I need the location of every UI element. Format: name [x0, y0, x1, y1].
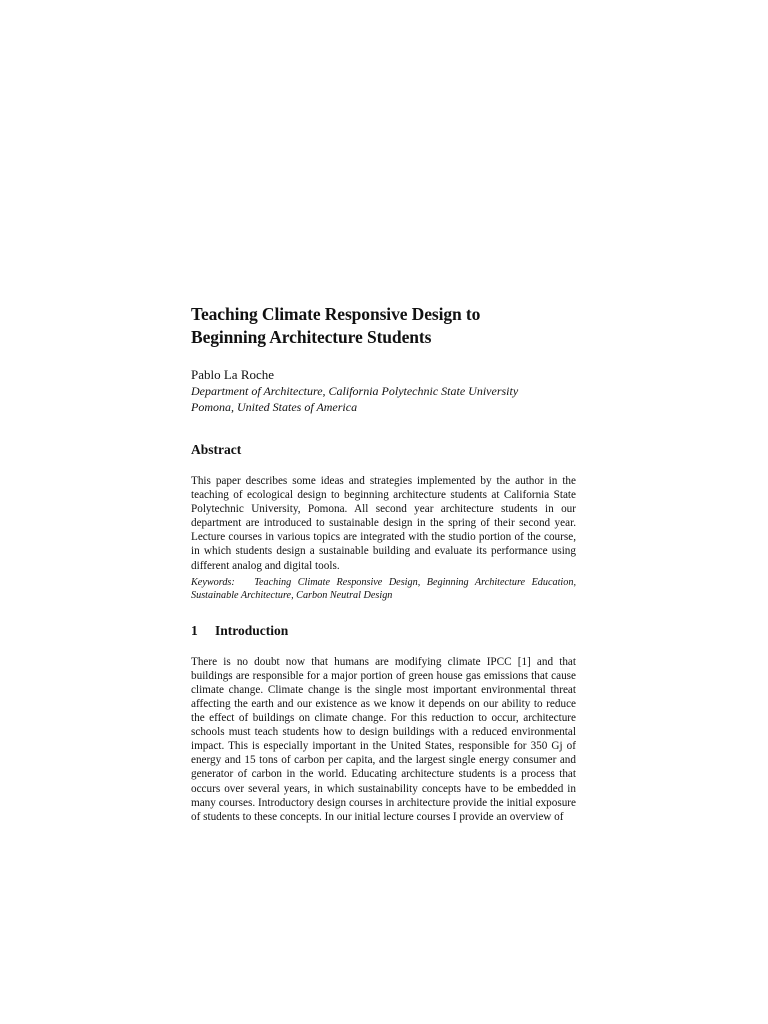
paper-title-line-2: Beginning Architecture Students: [191, 327, 432, 347]
affiliation-line-1: Department of Architecture, California Polytechnic State University: [191, 384, 519, 398]
introduction-text: There is no doubt now that humans are modifying climate IPCC [1] and that buildings are responsible for a major portion of green house gas emissions that cause climate change. Climate change is the single most important environmental threat affecting the earth and our existence as we know it depends on our ability to reduce the effect of buildings on climate change. For this reduction to occur, architecture schools must teach students how to design buildings with a reduced environmental impact. This is especially important in the United States, responsible for 350 Gj of energy and 15 tons of carbon per capita, and the largest single energy consumer and generator of carbon in the world. Educating architecture students is a process that occurs over several years, in which sustainability concepts have to be embedded in many courses. Introductory design courses in architecture provide the initial exposure of students to these concepts. In our initial lecture courses I provide an overview of: [191, 655, 576, 823]
keywords-text: Teaching Climate Responsive Design, Beginning Architecture Education, Sustainable Architecture, Carbon Neutral Design: [191, 576, 577, 601]
paper-title-line-1: Teaching Climate Responsive Design to: [191, 304, 481, 324]
keywords: [191, 576, 576, 602]
keywords-label: Keywords:: [191, 576, 235, 588]
abstract-text: This paper describes some ideas and strategies implemented by the author in the teaching of ecological design to beginning architecture students at California State Polytechnic University, Pomona. All second year architecture students in our department are introduced to sustainable design in the spring of their second year. Lecture courses in various topics are integrated with the studio portion of the course, in which students design a sustainable building and evaluate its performance using different analog and digital tools.: [191, 475, 576, 572]
affiliation-line-2: Pomona, United States of America: [191, 400, 358, 414]
author-affiliation: [191, 383, 576, 415]
paper-content: [191, 303, 576, 824]
author-name: Pablo La Roche: [191, 367, 275, 382]
abstract-heading: Abstract: [191, 442, 242, 457]
paper-title: [191, 303, 576, 349]
introduction-heading: [191, 622, 576, 640]
section-number: 1: [191, 622, 198, 638]
section-title: Introduction: [215, 622, 289, 638]
